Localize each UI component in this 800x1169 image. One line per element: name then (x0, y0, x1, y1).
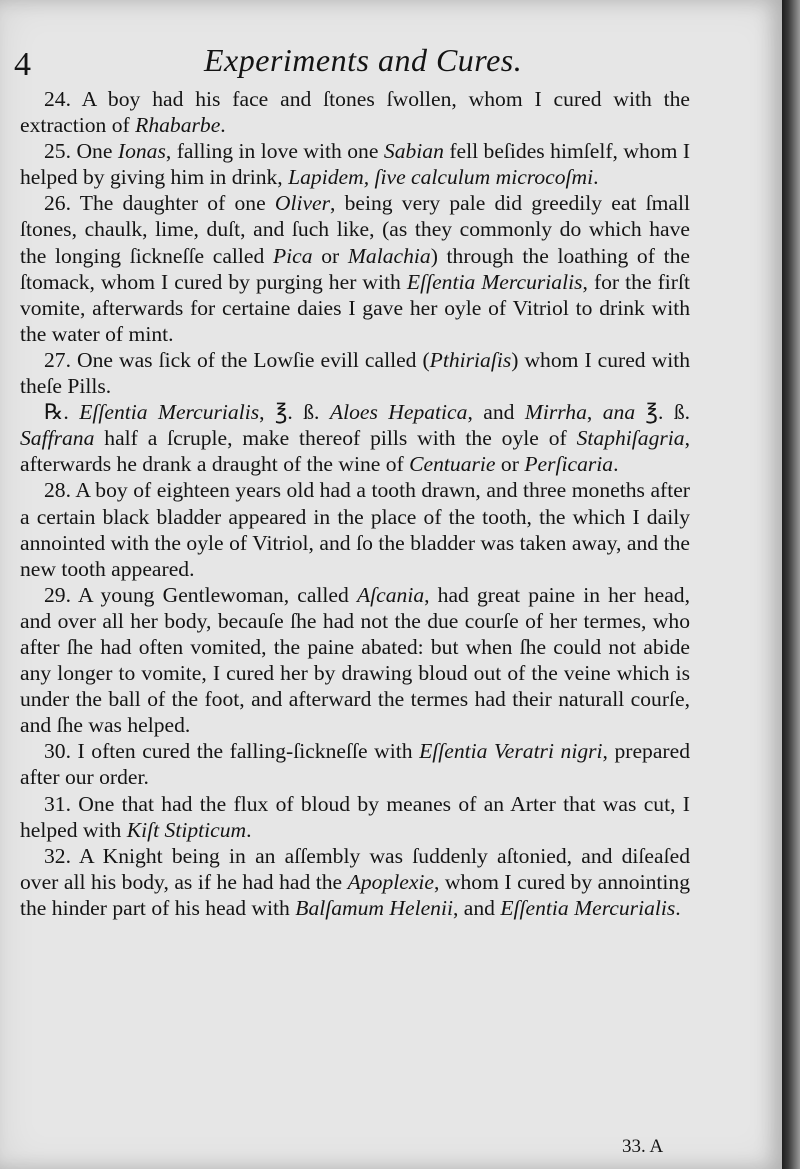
text-segment: 28. A boy of eighteen years old had a tooth drawn, and three moneths after a certain black bladder appeared in the place of the tooth, the which I daily annointed with the oyle of Vitriol, and ſo the bladder was taken away, and the new tooth appeared. (20, 478, 690, 581)
italic-segment: Lapidem, ſive calculum microcoſmi (288, 165, 594, 190)
entry-paragraph (20, 347, 690, 399)
italic-segment: Malachia (347, 243, 431, 268)
italic-segment: ana (602, 400, 636, 425)
italic-segment: Apoplexie (347, 869, 434, 894)
text-segment: , had great paine in her head, and over all her body, becauſe ſhe had not the due courſe of her termes, who after ſhe had often vomited, the paine abated: but when ſhe could not abide any longer to vomite, I cured her by drawing bloud out of the veine which is under the ball of the foot, and afterward the termes had their naturall courſe, and ſhe was helped. (20, 582, 690, 738)
text-segment: 24. A boy had his face and ſtones ſwollen, whom I cured with the extraction of (20, 87, 690, 138)
text-segment: . (220, 113, 226, 138)
italic-segment: Aſcania (356, 582, 425, 607)
text-segment: , for the firſt vomite, afterwards for certaine daies I gave her oyle of Vitriol to drink with the water of mint. (20, 269, 690, 346)
entry-paragraph (20, 399, 690, 477)
text-segment: , afterwards he drank a draught of the wine of (20, 426, 690, 477)
italic-segment: Eſſentia Mercurialis (79, 400, 260, 425)
italic-segment: Mirrha (524, 400, 587, 425)
italic-segment: Oliver (274, 191, 331, 216)
text-segment: , falling in love with one (165, 139, 384, 164)
italic-segment: Pica (272, 243, 313, 268)
page-number: 4 (14, 46, 31, 83)
body-text (20, 86, 690, 921)
text-segment: ) through the loathing of the ſtomack, whom I cured by purging her with (20, 243, 690, 294)
entry-paragraph (20, 843, 690, 921)
text-segment: , prepared after our order. (20, 739, 690, 790)
italic-segment: Eſſentia Veratri nigri (419, 739, 603, 764)
page-header (14, 38, 714, 88)
text-segment: . (675, 895, 681, 920)
text-segment: , (586, 400, 603, 425)
italic-segment: Eſſentia Mercurialis (406, 269, 583, 294)
entry-paragraph (20, 738, 690, 790)
text-segment: . (246, 817, 252, 842)
book-gutter (782, 0, 800, 1169)
italic-segment: Perſicaria (524, 452, 614, 477)
text-segment: 30. I often cured the falling-ſickneſſe with (44, 739, 420, 764)
italic-segment: Staphiſagria (576, 426, 685, 451)
text-segment: 27. One was ſick of the Lowſie evill called ( (44, 347, 430, 372)
italic-segment: Balſamum Helenii (295, 895, 453, 920)
catchword: 33. A (622, 1136, 664, 1157)
text-segment: ) whom I cured with theſe Pills. (20, 347, 690, 399)
text-segment: , ℥. ß. (259, 400, 330, 425)
italic-segment: Centuarie (409, 452, 496, 477)
entry-paragraph (20, 190, 690, 347)
text-segment: fell beſides himſelf, whom I helped by giving him in drink, (20, 139, 691, 190)
text-segment: . (593, 165, 599, 190)
text-segment: ℥. ß. (635, 400, 691, 425)
text-segment: . (613, 452, 619, 477)
italic-segment: Ionas (117, 139, 166, 164)
text-segment: 26. The daughter of one (44, 191, 275, 216)
entry-paragraph (20, 477, 690, 581)
text-segment: half a ſcruple, make thereof pills with the oyle of (94, 426, 577, 451)
italic-segment: Sabian (383, 139, 444, 164)
entry-paragraph (20, 86, 690, 138)
italic-segment: Kiſt Stipticum (126, 817, 247, 842)
italic-segment: Rhabarbe (135, 113, 221, 138)
italic-segment: Saffrana (20, 426, 95, 451)
italic-segment: Eſſentia Mercurialis (500, 895, 676, 920)
text-segment: ℞. (44, 400, 80, 425)
text-segment: , being very pale did greedily eat ſmall ſtones, chaulk, lime, duſt, and ſuch like, (as they commonly do which have the longing ſickneſſe called (20, 191, 690, 268)
text-segment: 29. A young Gentlewoman, called (44, 582, 357, 607)
text-segment: or (312, 243, 348, 268)
text-segment: , and (452, 895, 501, 920)
entry-paragraph (20, 582, 690, 739)
text-segment: 25. One (44, 139, 118, 164)
text-segment: 31. One that had the flux of bloud by meanes of an Arter that was cut, I helped with (20, 791, 690, 842)
entry-paragraph (20, 791, 690, 843)
running-title: Experiments and Cures. (204, 42, 523, 78)
text-segment: or (495, 452, 525, 477)
entry-paragraph (20, 138, 690, 190)
italic-segment: Pthiriaſis (429, 347, 512, 372)
italic-segment: Aloes Hepatica (329, 400, 468, 425)
text-segment: , and (467, 400, 525, 425)
text-segment: 32. A Knight being in an aſſembly was ſuddenly aſtonied, and diſeaſed over all his body, as if he had had the (20, 843, 690, 894)
text-segment: , whom I cured by annointing the hinder part of his head with (20, 869, 690, 920)
